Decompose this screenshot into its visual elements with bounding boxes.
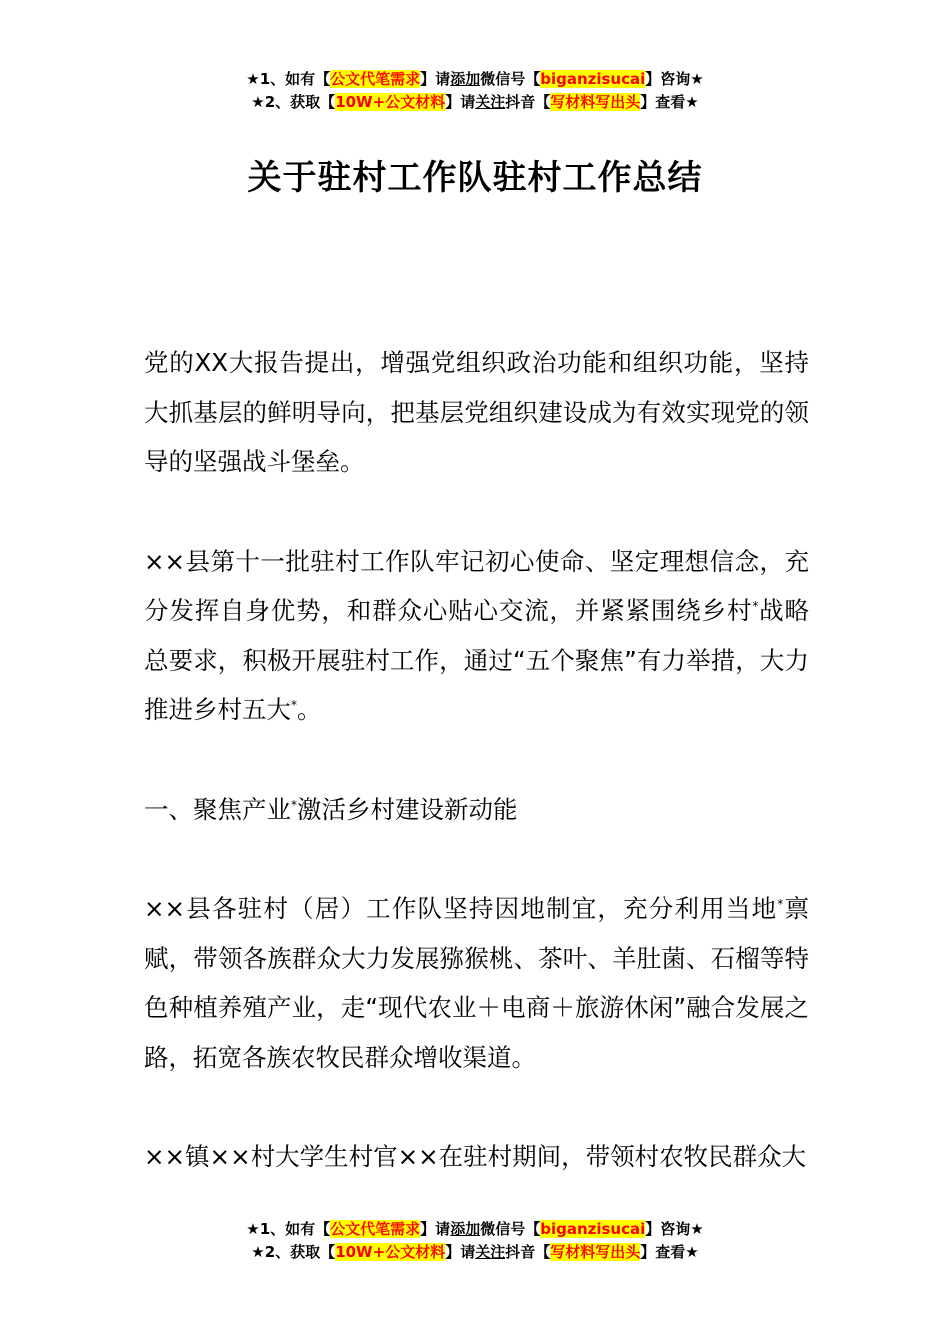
promo-line-1 [0, 1218, 950, 1241]
promo-line-1 [0, 68, 950, 91]
promo-text: ★1、如有【 [246, 1220, 331, 1238]
document-title: 关于驻村工作队驻村工作总结 [247, 158, 703, 198]
promo-highlight: 10W+公文材料 [335, 93, 446, 111]
promo-highlight: 10W+公文材料 [335, 1243, 446, 1261]
promo-text: 】咨询★ [645, 70, 704, 88]
paragraph-4 [144, 884, 809, 1082]
paragraph-5: ××镇××村大学生村官××在驻村期间，带领村农牧民群众大 [144, 1142, 807, 1171]
paragraph-text: ××县第十一批驻村工作队牢记初心使命、坚定理想信念，充分发挥自身优势，和群众心贴心交流，并紧紧围绕乡村 [144, 546, 809, 625]
promo-text: 抖音【 [505, 1243, 551, 1261]
paragraph-text: ××县各驻村（居）工作队坚持因地制宜，充分利用当地 [144, 894, 778, 923]
promo-text: 微信号【 [480, 1220, 541, 1238]
promo-text: 】请 [445, 93, 476, 111]
promo-underline: 关注 [475, 1243, 506, 1261]
promo-text: 】请 [420, 70, 451, 88]
promo-text: ★1、如有【 [246, 70, 331, 88]
promo-highlight: 公文代笔需求 [330, 70, 421, 88]
paragraph-text: 禀赋，带领各族群众大力发展猕猴桃、茶叶、羊肚菌、石榴等特色种植养殖产业，走“现代农业＋电商＋旅游休闲”融合发展之路，拓宽各族农牧民群众增收渠道。 [144, 894, 809, 1072]
heading-text: 一、聚焦产业 [144, 794, 291, 824]
promo-underline: 添加 [450, 70, 481, 88]
promo-text: 】咨询★ [645, 1220, 704, 1238]
wechat-id-highlight: biganzisucai [540, 70, 646, 88]
promo-text: 微信号【 [480, 70, 541, 88]
omission-mark: * [291, 797, 297, 812]
promo-underline: 添加 [450, 1220, 481, 1238]
promo-text: 】请 [420, 1220, 451, 1238]
douyin-id-highlight: 写材料写出头 [550, 1243, 641, 1261]
promo-line-2 [0, 1241, 950, 1264]
promo-text: 】查看★ [640, 93, 699, 111]
paragraph-2 [144, 537, 809, 735]
section-heading-1 [144, 785, 809, 835]
promo-text: ★2、获取【 [251, 1243, 336, 1261]
promo-text: 】请 [445, 1243, 476, 1261]
wechat-id-highlight: biganzisucai [540, 1220, 646, 1238]
omission-mark: * [752, 598, 759, 613]
douyin-id-highlight: 写材料写出头 [550, 93, 641, 111]
promo-highlight: 公文代笔需求 [330, 1220, 421, 1238]
heading-text: 激活乡村建设新动能 [297, 794, 518, 824]
omission-mark: * [777, 896, 784, 911]
paragraph-text: 。 [297, 695, 322, 724]
paragraph-1: 党的XX大报告提出，增强党组织政治功能和组织功能，坚持大抓基层的鲜明导向，把基层党组织建设成为有效实现党的领导的坚强战斗堡垒。 [144, 348, 809, 476]
promo-line-2 [0, 91, 950, 114]
promo-text: ★2、获取【 [251, 93, 336, 111]
promo-text: 抖音【 [505, 93, 551, 111]
promo-underline: 关注 [475, 93, 506, 111]
paragraph-text: 战略总要求，积极开展驻村工作，通过“五个聚焦”有力举措，大力推进乡村五大 [144, 596, 810, 724]
promo-banner-top [0, 68, 950, 114]
promo-banner-bottom [0, 1218, 950, 1264]
omission-mark: * [291, 697, 297, 712]
document-body [144, 338, 809, 1232]
promo-text: 】查看★ [640, 1243, 699, 1261]
